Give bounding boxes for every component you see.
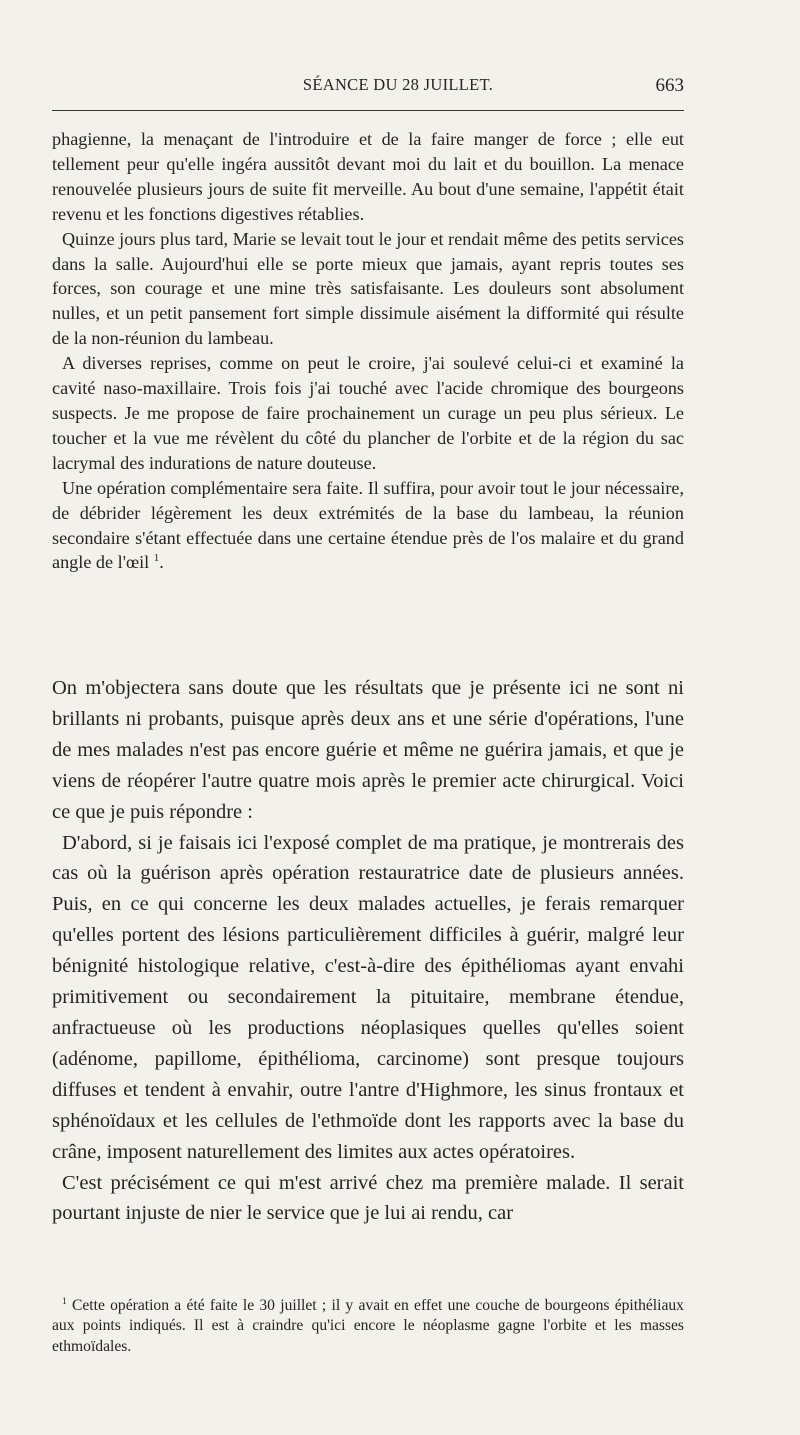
page-number: 663 xyxy=(655,75,684,96)
running-header xyxy=(52,75,684,103)
paragraph: C'est précisément ce qui m'est arrivé chez ma première malade. Il serait pourtant injuste de nier le service que je lui ai rendu, car xyxy=(52,1171,684,1225)
paragraph-text: Une opération complémentaire sera faite. Il suffira, pour avoir tout le jour nécessaire, de débrider légèrement les deux extrémités de la base du lambeau, la réunion secondaire s'étant effectuée dans une certaine étendue près de l'os malaire et du grand angle de l'œil xyxy=(52,477,684,573)
header-rule xyxy=(52,110,684,111)
footnote-text xyxy=(52,1296,684,1357)
paragraph: Une opération complémentaire sera faite. Il suffira, pour avoir tout le jour nécessaire, de débrider légèrement les deux extrémités de la base du lambeau, la réunion secondaire s'étant effectuée dans une certaine étendue près de l'os malaire et du grand angle de l'œil $^1$. xyxy=(52,477,684,573)
paragraph: Quinze jours plus tard, Marie se levait tout le jour et rendait même des petits services dans la salle. Aujourd'hui elle se porte mieux que jamais, ayant repris toutes ses forces, son courage et une mine très satisfaisante. Les douleurs sont absolument nulles, et un petit pansement fort simple dissimule aisément la difformité qui résulte de la non-réunion du lambeau. xyxy=(52,228,684,349)
paragraph: A diverses reprises, comme on peut le croire, j'ai soulevé celui-ci et examiné la cavité naso-maxillaire. Trois fois j'ai touché avec l'acide chromique des bourgeons suspects. Je me propose de faire prochainement un curage un peu plus sérieux. Le toucher et la vue me révèlent du côté du plancher de l'orbite et de la région du sac lacrymal des indurations de nature douteuse. xyxy=(52,353,684,473)
footnote xyxy=(52,1296,684,1357)
body-large-print xyxy=(52,673,684,1229)
paragraph: D'abord, si je faisais ici l'exposé complet de ma pratique, je montrerais des cas où la guérison après opération restauratrice date de plusieurs années. Puis, en ce qui concerne les deux malades actuelles, je ferais remarquer qu'elles portent des lésions particulièrement difficiles à guérir, malgré leur bénignité histologique relative, c'est-à-dire des épithéliomas ayant envahi primitivement ou secondairement la pituitaire, membrane étendue, anfractueuse où les productions néoplasiques quelles qu'elles soient (adénome, papillome, épithélioma, carcinome) sont presque toujours diffuses et tendent à envahir, outre l'antre d'Highmore, les sinus frontaux et sphénoïdaux et les cellules de l'ethmoïde dont les rapports avec la base du crâne, imposent naturellement des limites aux actes opératoires. xyxy=(52,831,684,1163)
footnote-marker: 1 xyxy=(153,552,160,565)
header-title: SÉANCE DU 28 JUILLET. xyxy=(302,75,494,94)
paragraph: On m'objectera sans doute que les résultats que je présente ici ne sont ni brillants ni probants, puisque après deux ans et une série d'opérations, l'une de mes malades n'est pas encore guérie et même ne guérira jamais, et que je viens de réopérer l'autre quatre mois après le premier acte chirurgical. Voici ce que je puis répondre : xyxy=(52,677,684,823)
body-small-print xyxy=(52,127,684,575)
footnote-number: 1 xyxy=(62,1296,67,1307)
paragraph: phagienne, la menaçant de l'introduire et de la faire manger de force ; elle eut tellement peur qu'elle ingéra aussitôt devant moi du lait et du bouillon. La menace renouvelée plusieurs jours de suite fit merveille. Au bout d'une semaine, l'appétit était revenu et les fonctions digestives rétablies. xyxy=(52,129,684,224)
footnote-body: Cette opération a été faite le 30 juillet ; il y avait en effet une couche de bourgeons épithéliaux aux points indiqués. Il est à craindre qu'ici encore le néoplasme gagne l'orbite et les masses ethmoïdales. xyxy=(52,1297,684,1355)
